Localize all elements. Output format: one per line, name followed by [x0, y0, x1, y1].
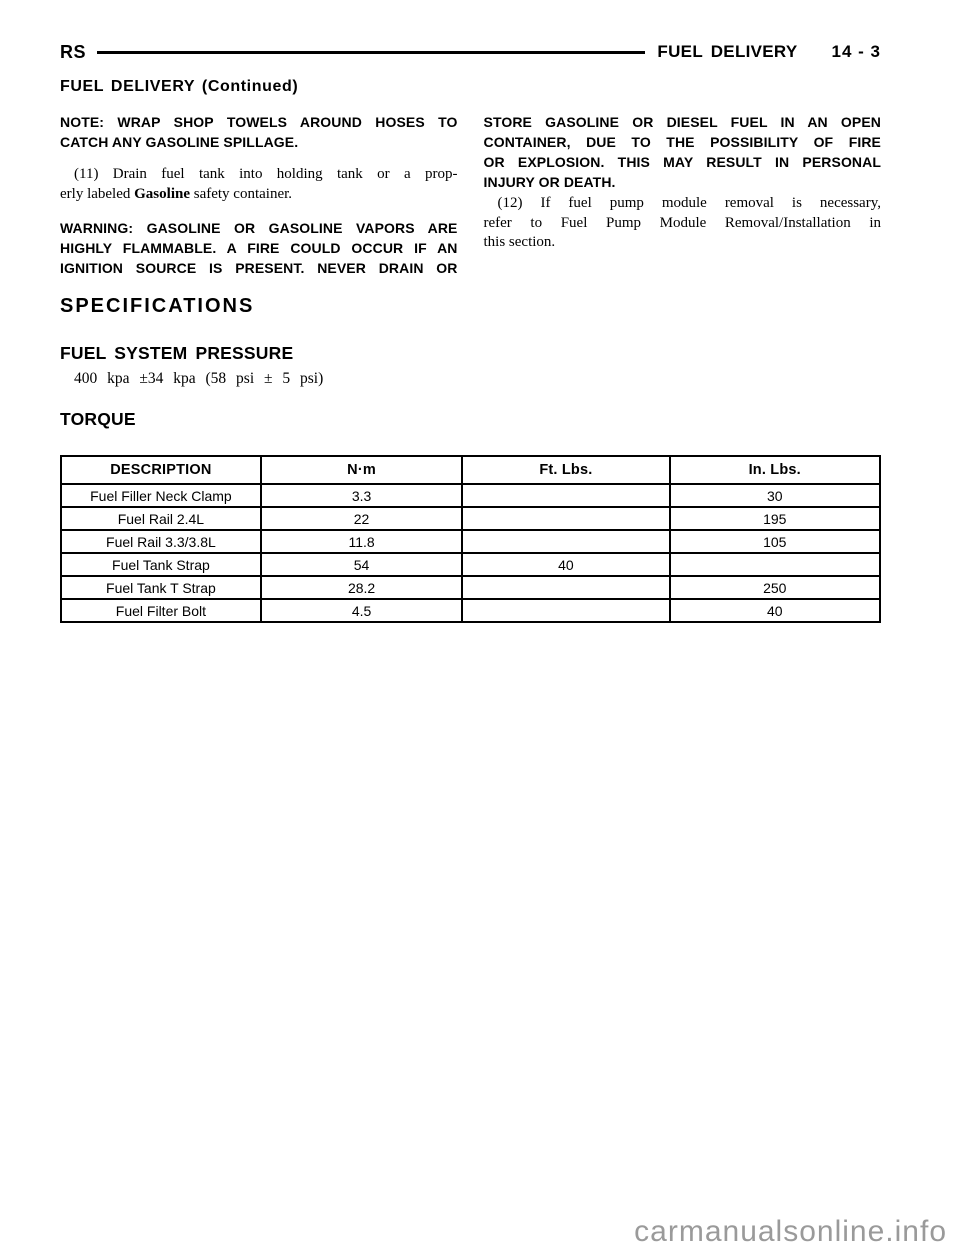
column-header-nm: N·m	[261, 456, 462, 484]
text-line: HIGHLY FLAMMABLE. A FIRE COULD OCCUR IF AN	[60, 240, 458, 256]
cell-nm: 28.2	[261, 576, 462, 599]
page-header	[60, 42, 881, 62]
cell-in-lbs: 250	[670, 576, 881, 599]
text-line: CATCH ANY GASOLINE SPILLAGE.	[60, 134, 299, 150]
table-row	[61, 599, 880, 622]
cell-ft-lbs	[462, 484, 669, 507]
watermark-text: carmanualsonline.info	[634, 1215, 947, 1242]
table-row	[61, 530, 880, 553]
fuel-system-pressure-heading: FUEL SYSTEM PRESSURE	[60, 343, 294, 363]
torque-heading: TORQUE	[60, 409, 136, 429]
body-columns	[60, 112, 881, 278]
cell-in-lbs	[670, 553, 881, 576]
cell-nm: 11.8	[261, 530, 462, 553]
text-segment: safety container.	[189, 185, 293, 202]
cell-ft-lbs	[462, 576, 669, 599]
text-line: (11) Drain fuel tank into holding tank or a prop-	[74, 166, 458, 182]
text-line	[60, 185, 458, 205]
cell-in-lbs: 40	[670, 599, 881, 622]
specifications-heading: SPECIFICATIONS	[60, 295, 255, 317]
cell-description: Fuel Tank T Strap	[61, 576, 261, 599]
text-line: STORE GASOLINE OR DIESEL FUEL IN AN OPEN	[483, 114, 881, 130]
header-section-title: FUEL DELIVERY	[657, 42, 798, 61]
cell-description: Fuel Rail 2.4L	[61, 507, 261, 530]
torque-table	[60, 455, 881, 623]
table-row	[61, 507, 880, 530]
cell-description: Fuel Rail 3.3/3.8L	[61, 530, 261, 553]
table-row	[61, 553, 880, 576]
step-11-paragraph	[60, 165, 458, 204]
step-12-paragraph	[484, 194, 882, 253]
cell-nm: 4.5	[261, 599, 462, 622]
header-rule	[97, 51, 645, 54]
column-header-description: DESCRIPTION	[61, 456, 261, 484]
column-header-ft-lbs: Ft. Lbs.	[462, 456, 669, 484]
cell-nm: 3.3	[261, 484, 462, 507]
cell-ft-lbs	[462, 599, 669, 622]
text-line: (12) If fuel pump module removal is necessary,	[497, 195, 881, 211]
table-row	[61, 484, 880, 507]
cell-description: Fuel Filler Neck Clamp	[61, 484, 261, 507]
warning-paragraph	[60, 218, 458, 278]
cell-in-lbs: 105	[670, 530, 881, 553]
page-number: 14 - 3	[831, 42, 881, 61]
continued-heading: FUEL DELIVERY (Continued)	[60, 78, 299, 95]
cell-ft-lbs	[462, 530, 669, 553]
table-header-row	[61, 456, 880, 484]
text-line: WARNING: GASOLINE OR GASOLINE VAPORS ARE	[60, 220, 458, 236]
fuel-system-pressure-value: 400 kpa ±34 kpa (58 psi ± 5 psi)	[74, 370, 324, 387]
text-line: INJURY OR DEATH.	[483, 174, 616, 190]
column-header-in-lbs: In. Lbs.	[670, 456, 881, 484]
right-column	[484, 112, 882, 278]
cell-description: Fuel Filter Bolt	[61, 599, 261, 622]
model-code: RS	[60, 41, 87, 62]
cell-ft-lbs	[462, 507, 669, 530]
left-column	[60, 112, 458, 278]
cell-ft-lbs: 40	[462, 553, 669, 576]
cell-nm: 54	[261, 553, 462, 576]
cell-in-lbs: 30	[670, 484, 881, 507]
text-line: refer to Fuel Pump Module Removal/Installation in	[483, 214, 881, 231]
text-line: OR EXPLOSION. THIS MAY RESULT IN PERSONAL	[483, 154, 881, 170]
bold-term: Gasoline	[134, 185, 190, 202]
warning-continuation-paragraph	[484, 112, 882, 192]
table-row	[61, 576, 880, 599]
note-paragraph	[60, 112, 458, 152]
cell-nm: 22	[261, 507, 462, 530]
text-segment: erly labeled	[60, 185, 135, 202]
text-line: NOTE: WRAP SHOP TOWELS AROUND HOSES TO	[60, 114, 458, 130]
text-line: this section.	[483, 234, 556, 250]
cell-description: Fuel Tank Strap	[61, 553, 261, 576]
text-line: IGNITION SOURCE IS PRESENT. NEVER DRAIN OR	[60, 260, 458, 276]
text-line: CONTAINER, DUE TO THE POSSIBILITY OF FIRE	[483, 134, 881, 150]
cell-in-lbs: 195	[670, 507, 881, 530]
